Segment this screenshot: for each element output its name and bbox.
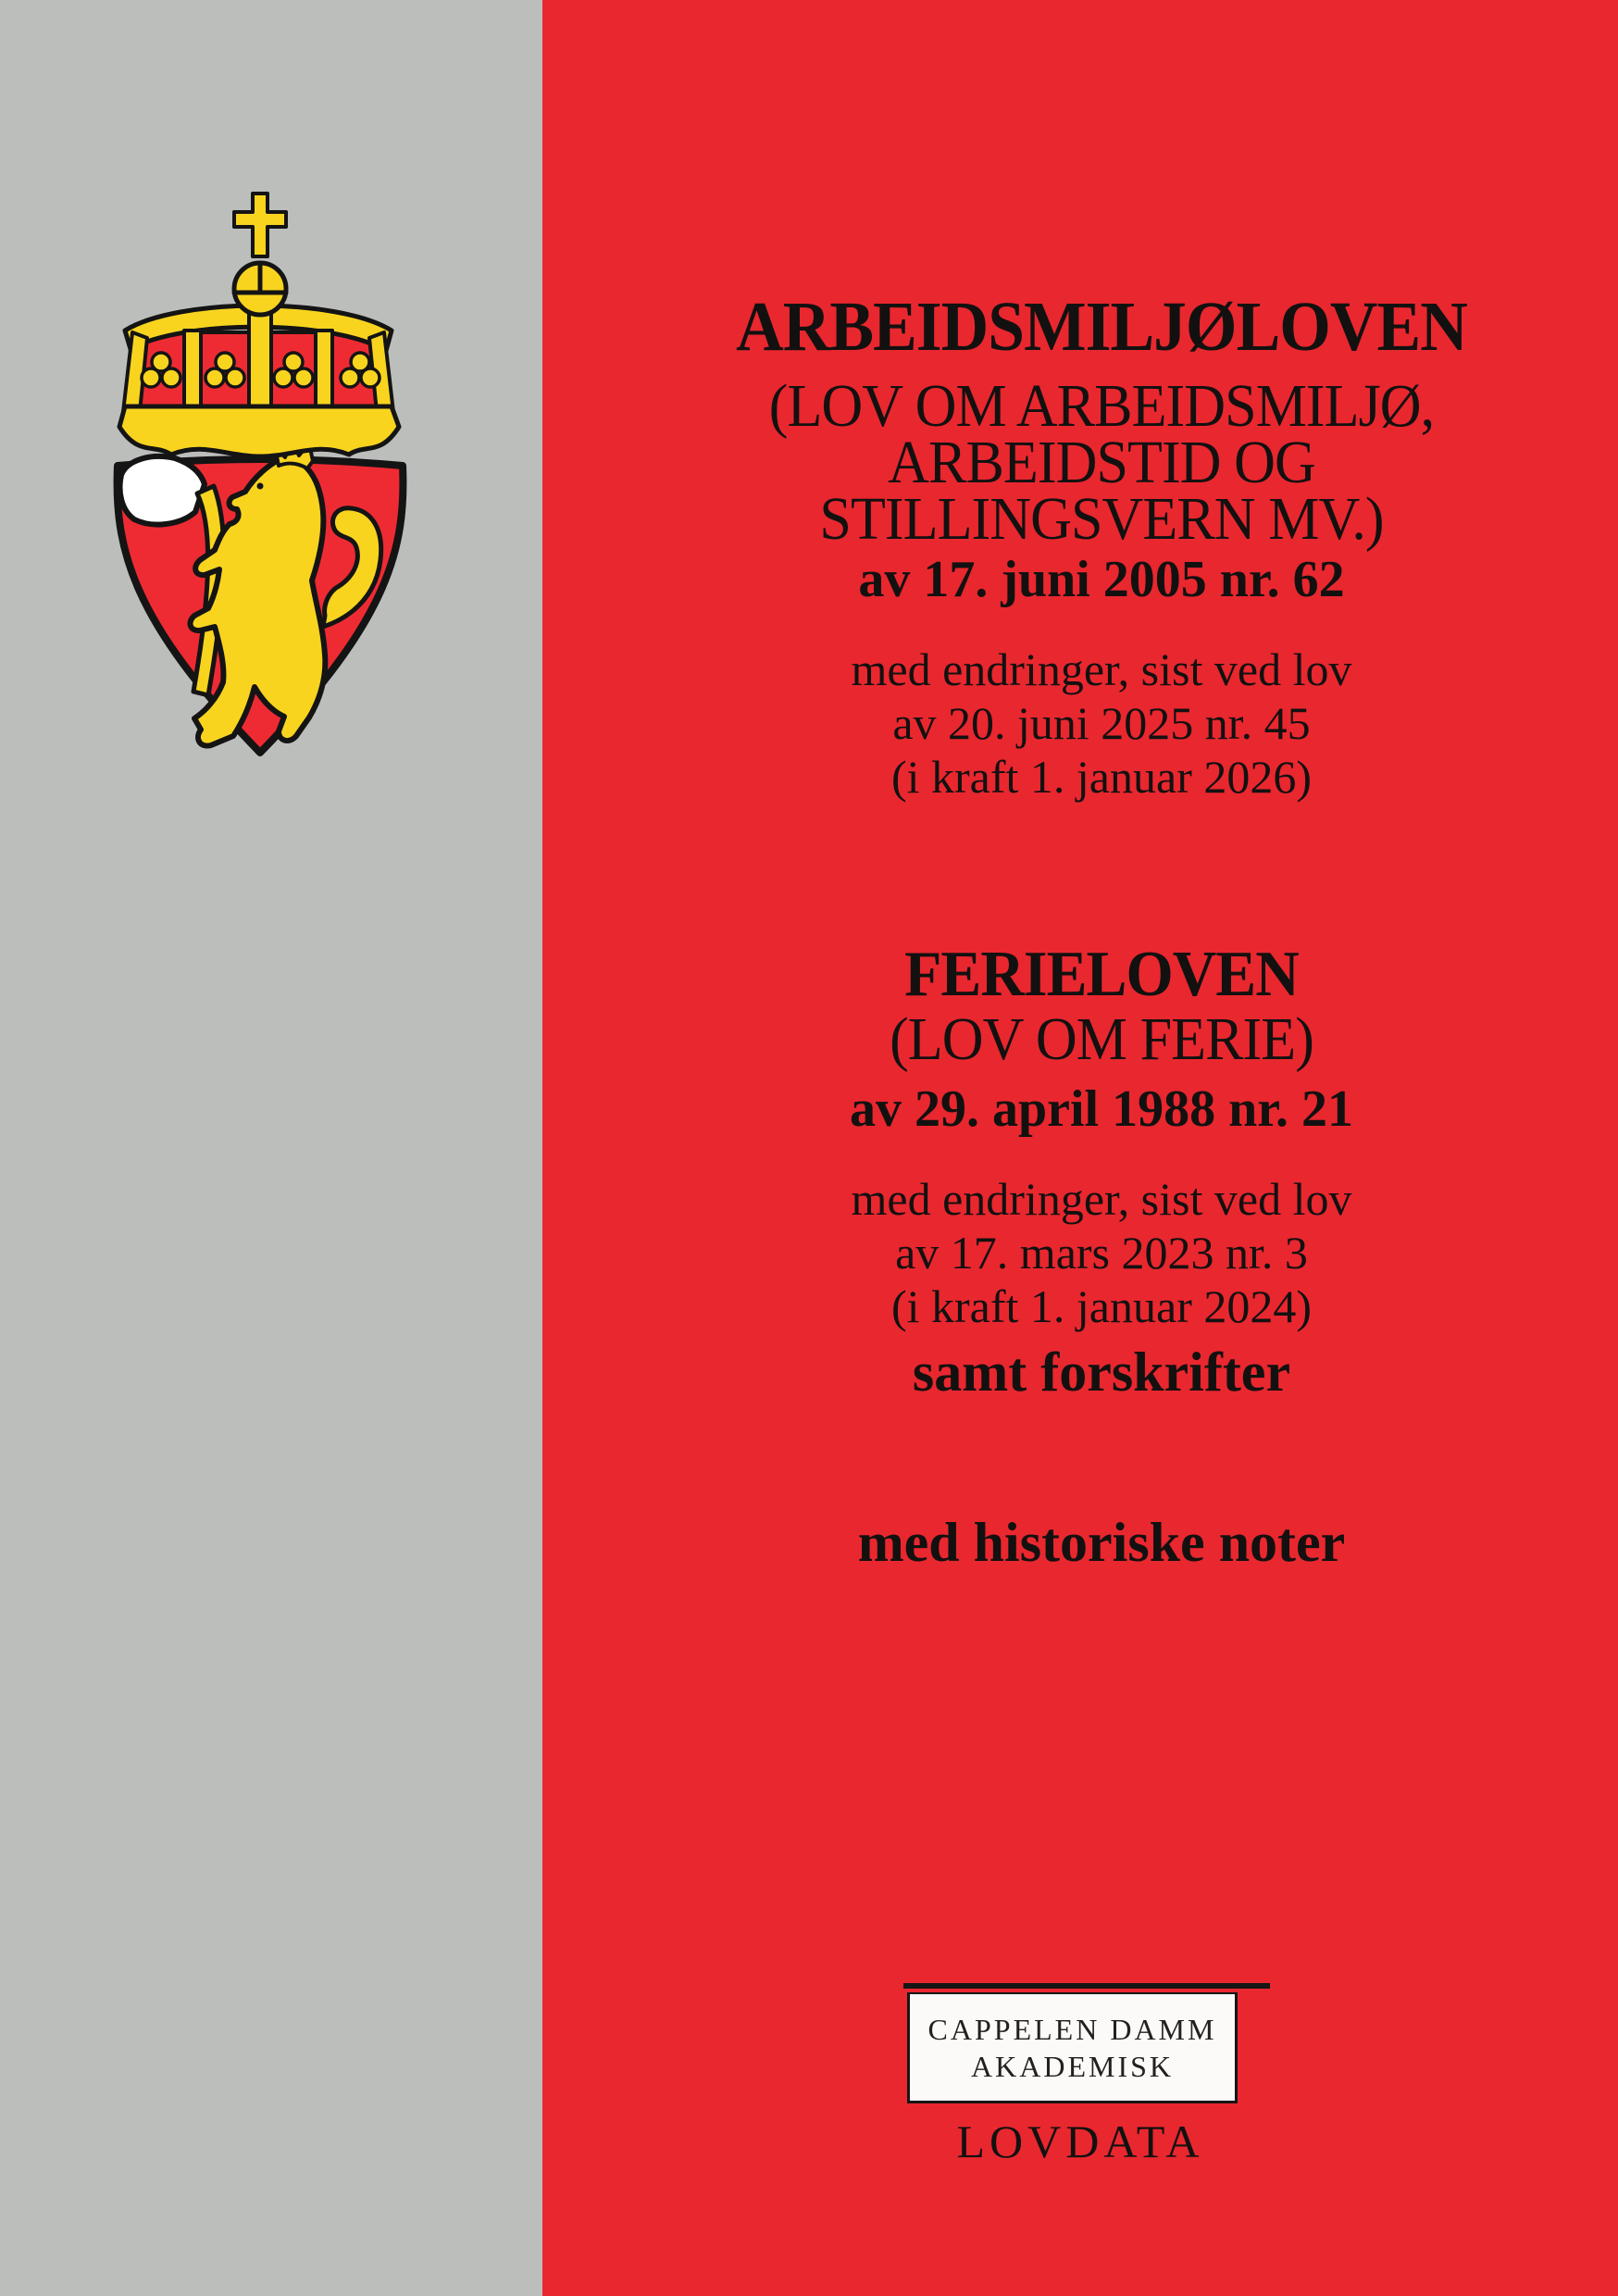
work2-amendment-line-3: (i kraft 1. januar 2024) (890, 1280, 1312, 1332)
work2-amendment-line-1: med endringer, sist ved lov (851, 1173, 1352, 1225)
work2-amendment-line-2: av 17. mars 2023 nr. 3 (895, 1227, 1308, 1279)
work2-extra-line: samt forskrifter (912, 1341, 1291, 1403)
work2-date-line: av 29. april 1988 nr. 21 (850, 1080, 1353, 1138)
historical-notes-line: med historiske noter (857, 1512, 1346, 1573)
work1-subtitle-line-2: ARBEIDSTID OG (888, 429, 1315, 496)
norwegian-coat-of-arms-icon (105, 192, 412, 759)
work1-amendment-line-1: med endringer, sist ved lov (851, 643, 1352, 695)
work1-amendment-line-3: (i kraft 1. januar 2026) (890, 751, 1312, 803)
publisher-imprint: LOVDATA (956, 2115, 1204, 2167)
work2-subtitle: (LOV OM FERIE) (890, 1005, 1313, 1073)
work1-title: ARBEIDSMILJØLOVEN (736, 288, 1467, 366)
publisher-name-line-2: AKADEMISK (971, 2049, 1174, 2083)
work1-amendment-line-2: av 20. juni 2025 nr. 45 (892, 697, 1311, 749)
work1-date-line: av 17. juni 2005 nr. 62 (858, 551, 1345, 608)
work2-title: FERIELOVEN (904, 939, 1299, 1010)
publisher-name-line-1: CAPPELEN DAMM (927, 2012, 1217, 2046)
publisher-logo-box (907, 1992, 1238, 2103)
work1-subtitle-line-3: STILLINGSVERN MV.) (819, 485, 1384, 553)
publisher-box-top-rule (903, 1983, 1270, 1989)
work1-subtitle-line-1: (LOV OM ARBEIDSMILJØ, (768, 372, 1435, 440)
